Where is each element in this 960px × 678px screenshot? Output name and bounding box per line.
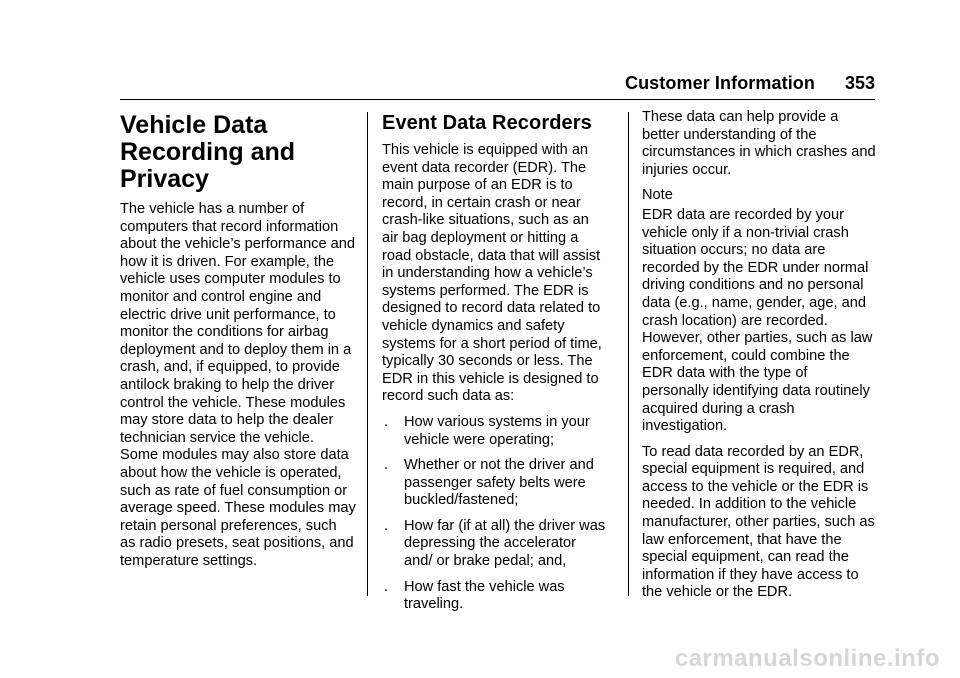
note-label: Note: [642, 187, 673, 204]
body-paragraph: This vehicle is equipped with an event data recorder (EDR). The main purpose of an EDR is to record, in certain crash or near crash-like situations, such as an air bag deployment or hitting a road obstacle, data that will assist in understanding how a vehicle’s systems performed. The EDR is designed to record data related to vehicle dynamics and safety systems for a short period of time, typically 30 seconds or less. The EDR in this vehicle is designed to record such data as:: [382, 142, 602, 405]
watermark: carmanualsonline.info: [674, 645, 940, 672]
body-paragraph: To read data recorded by an EDR, special equipment is required, and access to the vehicle or the EDR is needed. In addition to the vehicle manufacturer, other parties, such as law enforcement, that have the special equipment, can read the information if they have access to the vehicle or the EDR.: [642, 443, 875, 601]
title-line: Privacy: [120, 165, 209, 193]
list-item: [382, 518, 608, 571]
note-text: EDR data are recorded by your vehicle only if a non-trivial crash situation occurs; no data are recorded by the EDR under normal driving conditions and no personal data (e.g., name, gender, age, and crash location) are recorded. However, other parties, such as law enforcement, could combine the EDR data with the type of personally identifying data routinely acquired during a crash investigation.: [642, 206, 873, 435]
page-number: 353: [844, 73, 875, 93]
title-line: Vehicle Data: [120, 111, 268, 139]
bullet-marker: .: [384, 457, 389, 474]
column-divider: [367, 112, 368, 596]
list-item: [382, 579, 608, 614]
recorded-data-list: [382, 414, 608, 614]
column-edr-continued: [642, 109, 876, 610]
section-title-vehicle-data-privacy: [120, 112, 356, 193]
body-paragraph: The vehicle has a number of computers that record information about the vehicle’s performance and how it is driven. For example, the vehicle uses computer modules to monitor and control engine and electric drive unit performance, to monitor the conditions for airbag deployment and to deploy them in a crash, and, if equipped, to provide antilock braking to help the driver control the vehicle. These modules may store data to help the dealer technician service the vehicle. Some modules may also store data about how the vehicle is operated, such as rate of fuel consumption or average speed. These modules may retain personal preferences, such as radio presets, seat positions, and temperature settings.: [120, 201, 356, 569]
bullet-marker: .: [384, 578, 389, 595]
running-header-title: Customer Information: [624, 73, 815, 93]
list-item: [382, 414, 608, 449]
title-line: Recording and: [120, 138, 296, 166]
list-item: [382, 457, 608, 510]
body-paragraph: These data can help provide a better understanding of the circumstances in which crashes and injuries occur.: [642, 109, 876, 178]
list-item-text: How far (if at all) the driver was depressing the accelerator and/ or brake pedal; and,: [404, 517, 606, 570]
page-header: [120, 72, 875, 100]
column-vehicle-data-privacy: [120, 112, 356, 578]
column-divider: [628, 112, 629, 596]
bullet-marker: .: [384, 413, 389, 430]
column-event-data-recorders: [382, 112, 608, 622]
section-title-event-data-recorders: Event Data Recorders: [382, 112, 592, 134]
list-item-text: How fast the vehicle was traveling.: [404, 578, 565, 613]
list-item-text: How various systems in your vehicle were operating;: [404, 413, 590, 448]
list-item-text: Whether or not the driver and passenger safety belts were buckled/fastened;: [404, 457, 594, 509]
bullet-marker: .: [384, 517, 389, 534]
